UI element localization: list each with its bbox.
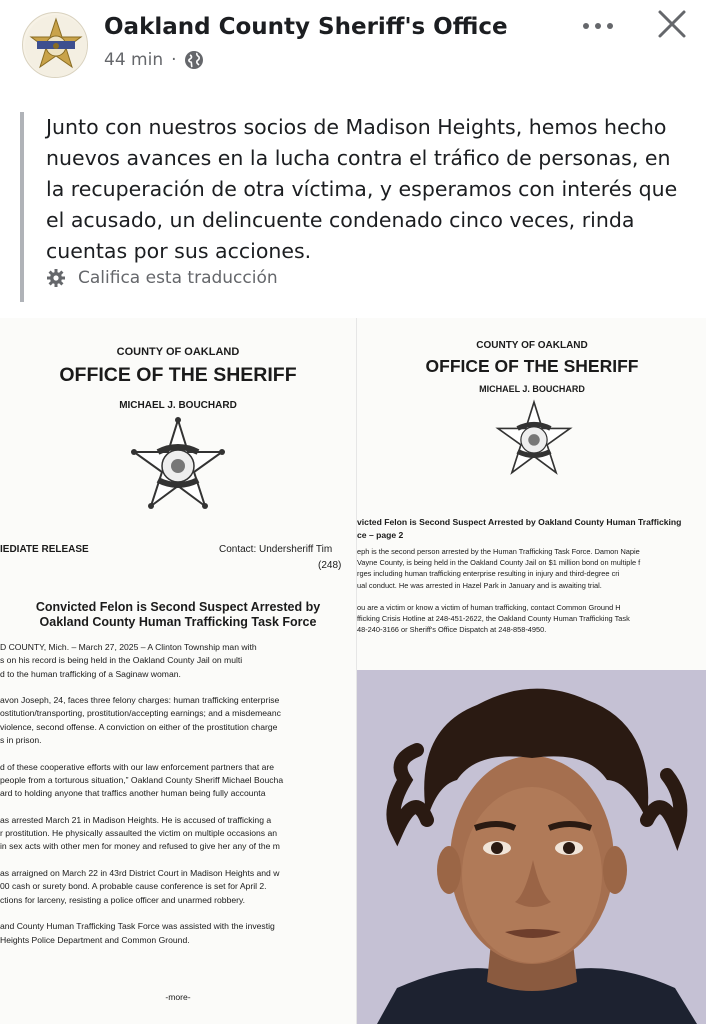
sheriff-badge-logo xyxy=(23,13,88,78)
more-horizontal-icon xyxy=(583,23,589,29)
doc2-headline: victed Felon is Second Suspect Arrested by Oakland County Human Trafficking ce – page 2 xyxy=(357,517,682,540)
doc-release-label: IEDIATE RELEASE xyxy=(0,544,89,555)
doc-sheriff-name: MICHAEL J. BOUCHARD xyxy=(119,400,237,411)
doc-office-title: OFFICE OF THE SHERIFF xyxy=(59,364,297,386)
close-icon xyxy=(650,6,694,46)
doc-phone: (248) xyxy=(318,560,342,571)
sheriff-star-icon xyxy=(128,416,228,526)
suspect-photo[interactable] xyxy=(356,670,706,1024)
avatar[interactable] xyxy=(22,12,88,78)
mugshot-image xyxy=(357,670,706,1024)
post-time[interactable]: 44 min xyxy=(104,50,164,70)
post-meta xyxy=(104,50,204,70)
post-message: Junto con nuestros socios de Madison Heights, hemos hecho nuevos avances en la lucha contra el tráfico de personas, en la recuperación de otra víctima, y esperamos con interés que el acusado, un delincuente condenado cinco veces, rinda cuentas por sus acciones. xyxy=(46,115,678,263)
doc-county: COUNTY OF OAKLAND xyxy=(116,346,240,358)
sheriff-star-icon xyxy=(493,398,575,490)
post-photos[interactable] xyxy=(0,318,706,1024)
rate-translation-label[interactable]: Califica esta traducción xyxy=(78,268,278,288)
doc2-sheriff-name: MICHAEL J. BOUCHARD xyxy=(479,384,585,394)
doc2-body: eph is the second person arrested by the Human Trafficking Task Force. Damon Napie Vayne County, is being held in the Oakland County Jail on $1 million bond on multiple f rges including human trafficking enterprise resulting in injury and third-degree cri ual conduct. He was arrested in Hazel Park in January and is awaiting trial. ou are a victim or know a victim of human trafficking, contact Common Ground H fficking Crisis Hotline at 248-451-2622, the Oakland County Human Trafficking Task 48-240-3166 or Sheriff's Office Dispatch at 248-858-4950. xyxy=(357,547,641,635)
post-header xyxy=(0,0,706,100)
rate-translation-link[interactable] xyxy=(46,268,278,288)
meta-separator: · xyxy=(171,50,177,70)
more-options-button[interactable] xyxy=(575,8,621,44)
doc2-county: COUNTY OF OAKLAND xyxy=(476,340,588,351)
doc-body: D COUNTY, Mich. – March 27, 2025 – A Clinton Township man with s on his record is being held in the Oakland County Jail on multi d to the human trafficking of a Saginaw woman. avon Joseph, 24, faces three felony charges: human trafficking enterprise ostitution/transporting, prostitution/accepting earnings; and a misdemeanc violence, second offense. A conviction on either of the prostitution charge s in prison. d of these cooperative efforts with our law enforcement partners that are people from a torturous situation,” Oakland County Sheriff Michael Boucha ard to holding anyone that traffics another human being fully accounta as arrested March 21 in Madison Heights. He is accused of trafficking a r prostitution. He physically assaulted the victim on multiple occasions an in sex acts with other men for money and refused to give her any of the m as arraigned on March 22 in 43rd District Court in Madison Heights and w 00 cash or surety bond. A probable cause conference is set for April 2. ctions for larceny, resisting a police officer and unarmed robbery. and County Human Trafficking Task Force was assisted with the investig Heights Police Department and Common Ground. xyxy=(0,642,284,945)
press-release-page-2[interactable] xyxy=(356,318,706,670)
doc-headline: Convicted Felon is Second Suspect Arrested by Oakland County Human Trafficking Task Force xyxy=(35,600,321,629)
translated-post-text xyxy=(20,112,688,302)
globe-icon xyxy=(184,50,204,70)
press-release-page-1[interactable] xyxy=(0,318,356,1024)
close-button[interactable] xyxy=(650,6,694,46)
page-name[interactable]: Oakland County Sheriff's Office xyxy=(104,14,508,40)
doc-more: -more- xyxy=(165,992,191,1002)
gear-icon xyxy=(46,268,66,288)
doc2-office-title: OFFICE OF THE SHERIFF xyxy=(425,356,639,376)
doc-contact: Contact: Undersheriff Tim xyxy=(219,544,333,555)
